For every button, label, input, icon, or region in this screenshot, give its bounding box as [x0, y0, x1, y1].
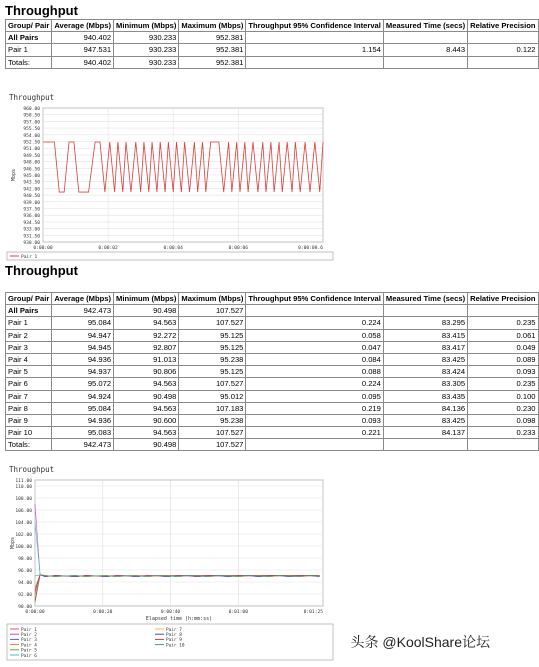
y-tick-label: 951.00 — [23, 147, 40, 153]
x-tick-label: 0:01:00 — [228, 610, 248, 615]
table-cell: 107.527 — [179, 427, 246, 439]
y-tick-label: 111.00 — [15, 479, 32, 484]
table-cell: 95.072 — [52, 378, 114, 390]
table-cell: 94.936 — [52, 353, 114, 365]
chart2-svg — [5, 462, 335, 662]
section2-title: Throughput — [5, 263, 78, 278]
table-cell: 94.936 — [52, 414, 114, 426]
table-cell: 0.088 — [246, 366, 383, 378]
x-axis-label: Elapsed time (h:mm:ss) — [145, 616, 213, 622]
legend-label: Pair 3 — [21, 638, 37, 644]
x-tick-label: 0:00:00 — [25, 610, 45, 615]
x-tick-label: 0:00:40 — [160, 610, 181, 615]
table-cell: Totals: — [6, 439, 52, 451]
legend-box — [7, 252, 333, 260]
table-cell: 952.381 — [179, 44, 246, 56]
column-header: Minimum (Mbps) — [114, 20, 179, 32]
column-header: Throughput 95% Confidence Interval — [246, 20, 383, 32]
table-cell: 83.425 — [383, 414, 467, 426]
y-tick-label: 934.50 — [23, 220, 40, 226]
table-cell: 0.093 — [246, 414, 383, 426]
table-cell: 940.402 — [52, 32, 114, 44]
table-cell — [383, 56, 467, 68]
y-tick-label: 955.50 — [23, 127, 40, 133]
column-header: Relative Precision — [468, 293, 538, 305]
legend-label: Pair 1 — [21, 255, 38, 260]
column-header: Minimum (Mbps) — [114, 293, 179, 305]
table-cell: 8.443 — [383, 44, 467, 56]
table-cell: 952.381 — [179, 32, 246, 44]
y-tick-label: 960.00 — [23, 107, 40, 112]
column-header: Group/ Pair — [6, 20, 52, 32]
table-cell: Pair 7 — [6, 390, 52, 402]
table-cell: 95.012 — [179, 390, 246, 402]
table-cell: 94.945 — [52, 341, 114, 353]
table-row — [6, 305, 539, 317]
table-cell: 94.924 — [52, 390, 114, 402]
table-row — [6, 402, 539, 414]
table-cell — [468, 56, 538, 68]
table-cell: All Pairs — [6, 305, 52, 317]
table-cell: 0.089 — [468, 353, 538, 365]
y-tick-label: 945.00 — [23, 174, 40, 179]
table-cell: 0.047 — [246, 341, 383, 353]
y-axis-label: Mbps — [10, 536, 16, 550]
table-cell: 0.100 — [468, 390, 538, 402]
column-header: Relative Precision — [468, 20, 538, 32]
column-header: Average (Mbps) — [52, 20, 114, 32]
table-cell: Pair 1 — [6, 44, 52, 56]
table-cell: 0.095 — [246, 390, 383, 402]
table-cell: 84.137 — [383, 427, 467, 439]
chart1-svg — [5, 90, 335, 262]
table-cell: 83.417 — [383, 341, 467, 353]
table-cell: 0.224 — [246, 317, 383, 329]
table-cell — [468, 305, 538, 317]
table-cell — [468, 32, 538, 44]
table-cell: 94.563 — [114, 402, 179, 414]
y-tick-label: 96.00 — [18, 569, 32, 574]
y-tick-label: 110.00 — [15, 485, 32, 490]
y-tick-label: 94.00 — [18, 581, 32, 586]
table-cell: 90.498 — [114, 305, 179, 317]
table-cell: 90.806 — [114, 366, 179, 378]
legend-label: Pair 1 — [21, 627, 37, 633]
table-cell: 95.238 — [179, 414, 246, 426]
y-tick-label: 98.00 — [18, 557, 32, 562]
table-cell — [246, 32, 383, 44]
table-cell: 95.125 — [179, 366, 246, 378]
table-cell — [383, 439, 467, 451]
table-cell: 107.183 — [179, 402, 246, 414]
table-cell: 83.295 — [383, 317, 467, 329]
table-cell: Pair 8 — [6, 402, 52, 414]
table-cell: Pair 6 — [6, 378, 52, 390]
table-cell: 90.498 — [114, 439, 179, 451]
legend-label: Pair 10 — [166, 643, 185, 649]
table-row — [6, 414, 539, 426]
table-cell: 930.233 — [114, 32, 179, 44]
x-tick-label: 0:00:20 — [93, 610, 113, 615]
table-cell: 91.013 — [114, 353, 179, 365]
table-cell: All Pairs — [6, 32, 52, 44]
table-cell — [246, 56, 383, 68]
table-cell: 1.154 — [246, 44, 383, 56]
column-header: Measured Time (secs) — [383, 293, 467, 305]
table-cell — [246, 305, 383, 317]
watermark-text: 头条 @KoolShare论坛 — [350, 634, 490, 650]
table-cell: 0.235 — [468, 378, 538, 390]
table-cell: 83.305 — [383, 378, 467, 390]
table-row — [6, 427, 539, 439]
legend-label: Pair 4 — [21, 643, 37, 649]
y-tick-label: 104.00 — [15, 521, 32, 526]
table-cell: Totals: — [6, 56, 52, 68]
table-cell: 0.061 — [468, 329, 538, 341]
table-cell: 0.230 — [468, 402, 538, 414]
x-tick-label: 0:00:08.6 — [298, 246, 323, 251]
table-row — [6, 32, 539, 44]
table-cell: 0.049 — [468, 341, 538, 353]
table-cell: Pair 9 — [6, 414, 52, 426]
table-row — [6, 329, 539, 341]
table-row — [6, 56, 539, 68]
table-cell: 95.084 — [52, 402, 114, 414]
table-cell: 94.937 — [52, 366, 114, 378]
x-tick-label: 0:01:25 — [303, 610, 323, 615]
y-tick-label: 937.50 — [23, 207, 40, 213]
table-row — [6, 353, 539, 365]
chart-title: Throughput — [9, 93, 55, 102]
table-cell: 92.807 — [114, 341, 179, 353]
table-row — [6, 390, 539, 402]
table-cell — [383, 305, 467, 317]
table-row — [6, 317, 539, 329]
y-tick-label: 939.00 — [23, 200, 40, 206]
table-cell: 0.122 — [468, 44, 538, 56]
x-tick-label: 0:00:02 — [98, 246, 118, 251]
legend-label: Pair 8 — [166, 633, 182, 638]
chart2-container — [5, 462, 335, 662]
table-cell: 0.219 — [246, 402, 383, 414]
chart1-container — [5, 90, 335, 262]
table-cell: 940.402 — [52, 56, 114, 68]
y-tick-label: 930.00 — [23, 241, 40, 246]
chart-title: Throughput — [9, 465, 55, 474]
y-tick-label: 940.50 — [23, 194, 40, 200]
table-cell — [246, 439, 383, 451]
table-header-row — [6, 20, 539, 32]
y-tick-label: 100.00 — [15, 545, 32, 550]
table-cell: 83.415 — [383, 329, 467, 341]
table-row — [6, 439, 539, 451]
table-cell: 94.947 — [52, 329, 114, 341]
section1-title: Throughput — [5, 3, 78, 18]
table-cell: Pair 2 — [6, 329, 52, 341]
table-cell: 107.527 — [179, 317, 246, 329]
y-tick-label: 957.00 — [23, 120, 40, 126]
table-cell: 92.272 — [114, 329, 179, 341]
y-tick-label: 106.00 — [15, 509, 32, 514]
legend-label: Pair 9 — [166, 638, 182, 644]
table-cell: Pair 3 — [6, 341, 52, 353]
table-cell: 107.527 — [179, 305, 246, 317]
table-cell: 83.435 — [383, 390, 467, 402]
plot-area — [35, 480, 323, 606]
table-cell: 107.527 — [179, 439, 246, 451]
table-cell: 930.233 — [114, 56, 179, 68]
table-cell: 94.563 — [114, 378, 179, 390]
table-cell: 942.473 — [52, 439, 114, 451]
table-row — [6, 366, 539, 378]
table-cell: 90.600 — [114, 414, 179, 426]
table-row — [6, 378, 539, 390]
x-tick-label: 0:00:06 — [228, 246, 249, 251]
table-cell: 942.473 — [52, 305, 114, 317]
y-tick-label: 946.50 — [23, 167, 40, 173]
table-cell: 95.125 — [179, 341, 246, 353]
table-cell: 0.224 — [246, 378, 383, 390]
table-cell: 930.233 — [114, 44, 179, 56]
legend-label: Pair 2 — [21, 633, 37, 638]
table-header-row — [6, 293, 539, 305]
table-cell: 94.563 — [114, 317, 179, 329]
y-tick-label: 108.00 — [15, 497, 32, 502]
table-cell: 0.084 — [246, 353, 383, 365]
y-tick-label: 949.50 — [23, 153, 40, 159]
results-table-2 — [5, 292, 539, 451]
y-tick-label: 90.00 — [18, 605, 32, 610]
table-cell: 947.531 — [52, 44, 114, 56]
table-cell: 94.563 — [114, 427, 179, 439]
table-cell: Pair 10 — [6, 427, 52, 439]
table-cell: 90.498 — [114, 390, 179, 402]
y-tick-label: 936.00 — [23, 214, 40, 220]
table-row — [6, 341, 539, 353]
table-cell — [468, 439, 538, 451]
column-header: Group/ Pair — [6, 293, 52, 305]
table-cell: 0.221 — [246, 427, 383, 439]
y-tick-label: 942.00 — [23, 187, 40, 193]
table-cell: 83.424 — [383, 366, 467, 378]
y-tick-label: 92.00 — [18, 593, 32, 598]
table-cell: 0.233 — [468, 427, 538, 439]
table-cell: 0.058 — [246, 329, 383, 341]
table-cell: 83.425 — [383, 353, 467, 365]
table-cell: 0.093 — [468, 366, 538, 378]
legend-label: Pair 5 — [21, 648, 37, 654]
y-tick-label: 952.50 — [23, 140, 40, 146]
table-cell — [383, 32, 467, 44]
table-cell: 0.235 — [468, 317, 538, 329]
table-cell: 107.527 — [179, 378, 246, 390]
table-cell: 952.381 — [179, 56, 246, 68]
results-table-1 — [5, 19, 539, 69]
column-header: Maximum (Mbps) — [179, 293, 246, 305]
x-tick-label: 0:00:04 — [163, 246, 183, 251]
column-header: Average (Mbps) — [52, 293, 114, 305]
x-tick-label: 0:00:00 — [33, 246, 53, 251]
column-header: Measured Time (secs) — [383, 20, 467, 32]
table-row — [6, 44, 539, 56]
y-tick-label: 954.00 — [23, 133, 40, 139]
table-cell: Pair 4 — [6, 353, 52, 365]
table-cell: 95.125 — [179, 329, 246, 341]
y-tick-label: 948.00 — [23, 160, 40, 166]
table-cell: Pair 1 — [6, 317, 52, 329]
table-cell: 84.136 — [383, 402, 467, 414]
table-cell: 95.083 — [52, 427, 114, 439]
legend-label: Pair 6 — [21, 653, 37, 659]
column-header: Maximum (Mbps) — [179, 20, 246, 32]
table-cell: Pair 5 — [6, 366, 52, 378]
y-tick-label: 958.50 — [23, 113, 40, 119]
y-tick-label: 943.50 — [23, 180, 40, 186]
table-cell: 95.084 — [52, 317, 114, 329]
y-axis-label: Mbps — [11, 168, 17, 182]
table-cell: 0.098 — [468, 414, 538, 426]
y-tick-label: 102.00 — [15, 533, 32, 538]
table-cell: 95.238 — [179, 353, 246, 365]
legend-label: Pair 7 — [166, 627, 182, 633]
y-tick-label: 931.50 — [23, 234, 40, 240]
column-header: Throughput 95% Confidence Interval — [246, 293, 383, 305]
y-tick-label: 933.00 — [23, 227, 40, 233]
